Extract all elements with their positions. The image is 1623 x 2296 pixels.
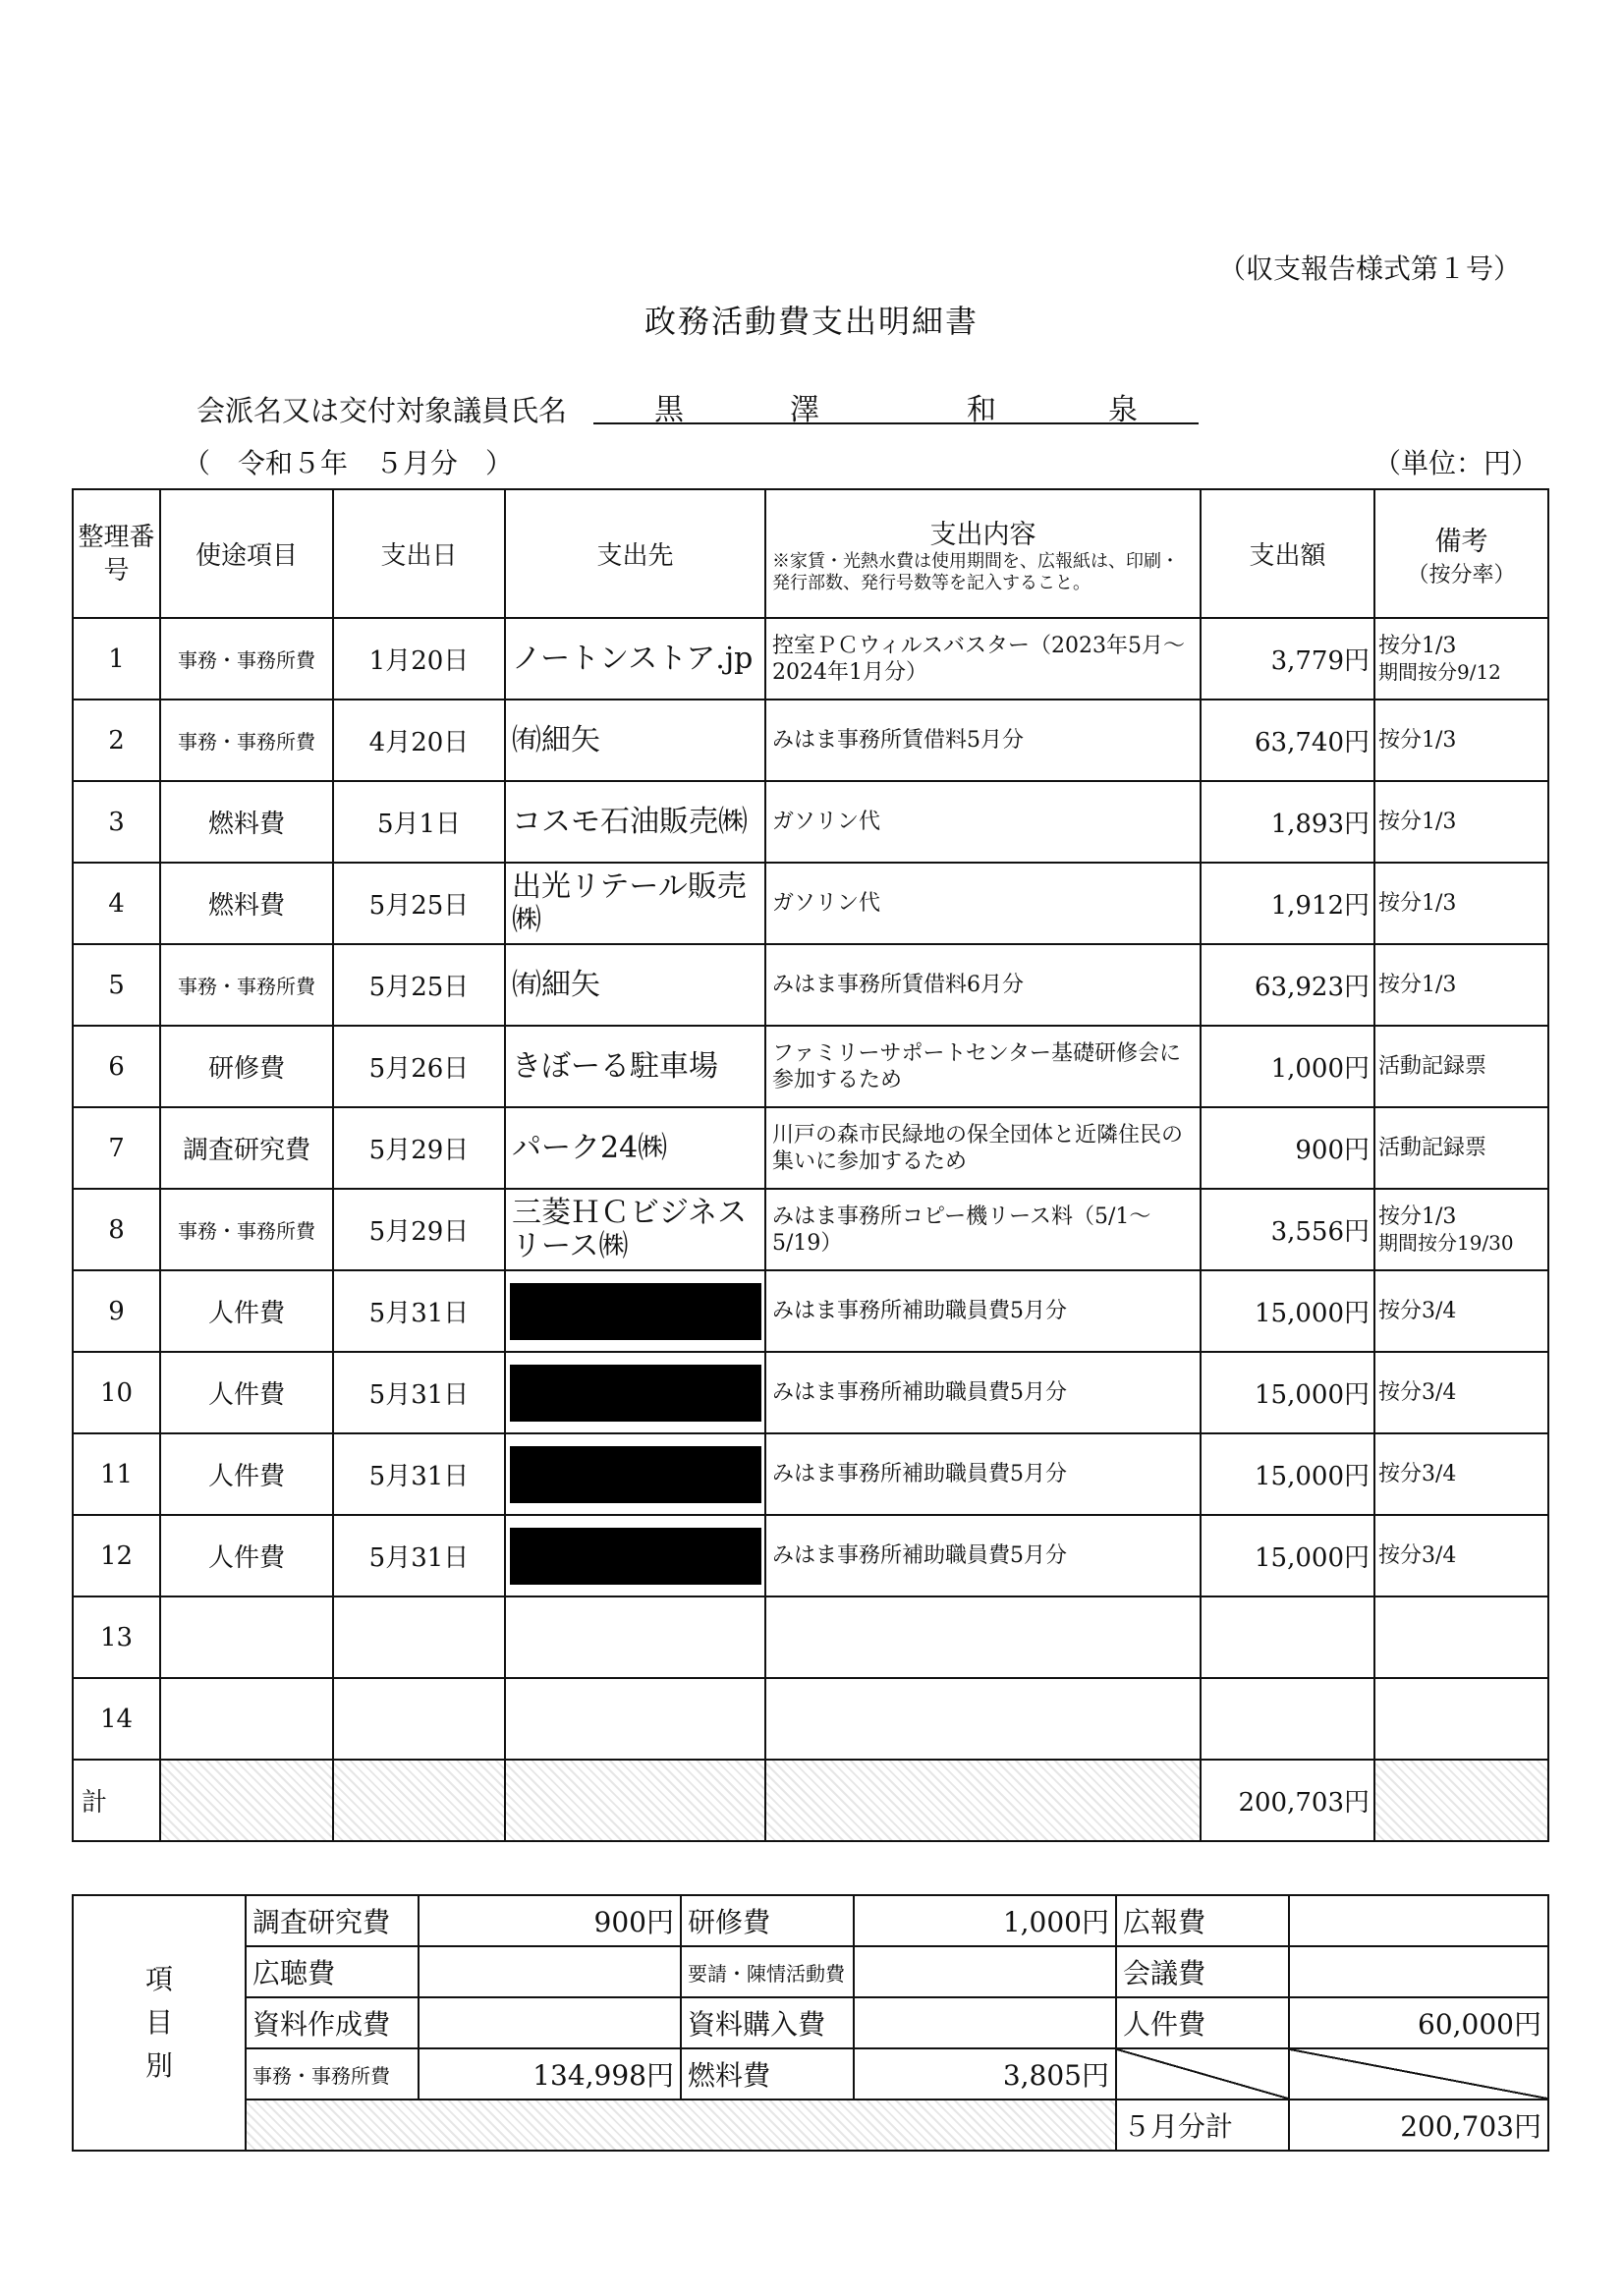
row-content (765, 1596, 1201, 1678)
row-date: 5月31日 (333, 1352, 505, 1433)
row-payee: ノートンストア.jp (505, 618, 765, 700)
report-period: （ 令和５年 ５月分 ） (183, 447, 514, 479)
row-amount: 900円 (1201, 1107, 1374, 1189)
summary-hearing-label: 広聴費 (246, 1946, 419, 1997)
row-remarks-line: 按分1/3 (1378, 1204, 1457, 1229)
row-amount: 63,923円 (1201, 944, 1374, 1026)
row-no: 8 (73, 1189, 160, 1270)
unit-label: （単位：円） (1373, 447, 1539, 479)
summary-personnel-label: 人件費 (1116, 1997, 1289, 2048)
row-content: みはま事務所賃借料5月分 (765, 700, 1201, 781)
row-no: 7 (73, 1107, 160, 1189)
total-label: 計 (73, 1760, 160, 1841)
row-remarks-line: 按分1/3 (1378, 633, 1457, 658)
summary-meeting-value (1289, 1946, 1548, 1997)
row-purpose (160, 1678, 333, 1760)
page-title: 政務活動費支出明細書 (644, 303, 979, 340)
row-remarks-line: 期間按分9/12 (1378, 659, 1501, 684)
row-amount: 15,000円 (1201, 1352, 1374, 1433)
summary-docs-make-value (419, 1997, 681, 2048)
row-payee (505, 1678, 765, 1760)
row-remarks (1374, 1270, 1548, 1352)
row-remarks (1374, 1352, 1548, 1433)
row-date: 5月31日 (333, 1433, 505, 1515)
summary-office-label: 事務・事務所費 (246, 2048, 419, 2100)
row-remarks (1374, 863, 1548, 944)
row-amount: 63,740円 (1201, 700, 1374, 781)
header-remarks (1374, 489, 1548, 618)
row-purpose: 事務・事務所費 (160, 944, 333, 1026)
row-date: 5月1日 (333, 781, 505, 863)
row-amount (1201, 1678, 1374, 1760)
table-row (73, 781, 1548, 863)
table-row (73, 863, 1548, 944)
row-remarks-line: 按分1/3 (1378, 809, 1457, 834)
header-purpose: 使途項目 (160, 489, 333, 618)
row-no: 13 (73, 1596, 160, 1678)
summary-petition-label: 要請・陳情活動費 (681, 1946, 854, 1997)
row-remarks-line: 按分3/4 (1378, 1379, 1457, 1405)
row-amount: 15,000円 (1201, 1515, 1374, 1596)
row-amount: 15,000円 (1201, 1270, 1374, 1352)
summary-table (72, 1894, 1549, 2152)
row-content: みはま事務所コピー機リース料（5/1～5/19） (765, 1189, 1201, 1270)
row-purpose (160, 1596, 333, 1678)
row-remarks-line: 按分1/3 (1378, 972, 1457, 997)
row-content: みはま事務所補助職員費5月分 (765, 1270, 1201, 1352)
row-payee: ㈲細矢 (505, 944, 765, 1026)
row-date (333, 1596, 505, 1678)
summary-month-total-value: 200,703円 (1289, 2100, 1548, 2151)
table-row (73, 618, 1548, 700)
row-no: 2 (73, 700, 160, 781)
summary-side-label (73, 1895, 246, 2151)
summary-research-label: 調査研究費 (246, 1895, 419, 1946)
row-purpose: 研修費 (160, 1026, 333, 1107)
summary-month-total-label: ５月分計 (1116, 2100, 1289, 2151)
row-content: ガソリン代 (765, 781, 1201, 863)
summary-diagonal-cell (1116, 2048, 1289, 2100)
row-content: ファミリーサポートセンター基礎研修会に参加するため (765, 1026, 1201, 1107)
table-row (73, 1270, 1548, 1352)
redacted-block (510, 1528, 761, 1585)
row-content: 川戸の森市民緑地の保全団体と近隣住民の集いに参加するため (765, 1107, 1201, 1189)
summary-office-value: 134,998円 (419, 2048, 681, 2100)
row-date: 5月25日 (333, 863, 505, 944)
row-purpose: 人件費 (160, 1270, 333, 1352)
header-no: 整理番号 (73, 489, 160, 618)
table-row (73, 944, 1548, 1026)
table-row (73, 1678, 1548, 1760)
row-date (333, 1678, 505, 1760)
row-amount: 1,000円 (1201, 1026, 1374, 1107)
row-no: 12 (73, 1515, 160, 1596)
row-remarks-line: 按分3/4 (1378, 1298, 1457, 1323)
row-amount: 3,556円 (1201, 1189, 1374, 1270)
row-no: 1 (73, 618, 160, 700)
row-purpose: 事務・事務所費 (160, 700, 333, 781)
row-payee: パーク24㈱ (505, 1107, 765, 1189)
form-number: （収支報告様式第１号） (1218, 252, 1522, 285)
row-purpose: 燃料費 (160, 781, 333, 863)
row-no: 5 (73, 944, 160, 1026)
summary-research-value: 900円 (419, 1895, 681, 1946)
total-empty-cell (160, 1760, 333, 1841)
row-purpose: 調査研究費 (160, 1107, 333, 1189)
row-remarks (1374, 1026, 1548, 1107)
row-remarks (1374, 944, 1548, 1026)
row-payee (505, 1270, 765, 1352)
row-purpose: 燃料費 (160, 863, 333, 944)
row-payee (505, 1515, 765, 1596)
row-no: 11 (73, 1433, 160, 1515)
row-no: 4 (73, 863, 160, 944)
table-row (73, 1107, 1548, 1189)
row-no: 9 (73, 1270, 160, 1352)
row-remarks-line: 按分1/3 (1378, 890, 1457, 916)
summary-side-text: 項目別 (144, 1963, 173, 2082)
row-remarks (1374, 1515, 1548, 1596)
header-date: 支出日 (333, 489, 505, 618)
summary-docs-buy-label: 資料購入費 (681, 1997, 854, 2048)
member-name-char: 泉 (1108, 393, 1138, 427)
summary-meeting-label: 会議費 (1116, 1946, 1289, 1997)
row-date: 5月29日 (333, 1107, 505, 1189)
table-row (73, 1596, 1548, 1678)
row-remarks (1374, 1189, 1548, 1270)
row-remarks (1374, 1107, 1548, 1189)
summary-fuel-value: 3,805円 (854, 2048, 1116, 2100)
row-remarks-line: 期間按分19/30 (1378, 1230, 1514, 1255)
table-row (73, 1189, 1548, 1270)
summary-training-value: 1,000円 (854, 1895, 1116, 1946)
row-purpose: 事務・事務所費 (160, 618, 333, 700)
header-content-title: 支出内容 (929, 520, 1036, 550)
total-empty-cell (1374, 1760, 1548, 1841)
row-payee: きぼーる駐車場 (505, 1026, 765, 1107)
row-date: 5月26日 (333, 1026, 505, 1107)
summary-fuel-label: 燃料費 (681, 2048, 854, 2100)
summary-docs-make-label: 資料作成費 (246, 1997, 419, 2048)
summary-docs-buy-value (854, 1997, 1116, 2048)
row-content: みはま事務所補助職員費5月分 (765, 1352, 1201, 1433)
row-content: みはま事務所補助職員費5月分 (765, 1515, 1201, 1596)
summary-petition-value (854, 1946, 1116, 1997)
member-name-char: 澤 (790, 393, 819, 427)
row-remarks (1374, 1596, 1548, 1678)
table-row (73, 1026, 1548, 1107)
row-no: 3 (73, 781, 160, 863)
summary-diagonal-cell (1289, 2048, 1548, 2100)
row-remarks (1374, 781, 1548, 863)
row-content (765, 1678, 1201, 1760)
table-row (73, 700, 1548, 781)
table-row (73, 1352, 1548, 1433)
row-content: 控室ＰＣウィルスバスター（2023年5月～2024年1月分） (765, 618, 1201, 700)
total-empty-cell (333, 1760, 505, 1841)
row-purpose: 人件費 (160, 1515, 333, 1596)
redacted-block (510, 1283, 761, 1340)
summary-training-label: 研修費 (681, 1895, 854, 1946)
row-remarks-line: 按分3/4 (1378, 1461, 1457, 1486)
header-payee: 支出先 (505, 489, 765, 618)
row-remarks (1374, 1433, 1548, 1515)
row-date: 5月25日 (333, 944, 505, 1026)
row-date: 4月20日 (333, 700, 505, 781)
row-remarks-line: 按分3/4 (1378, 1542, 1457, 1568)
row-remarks-line: 活動記録票 (1378, 1135, 1487, 1160)
header-remarks-sub: （按分率） (1407, 562, 1516, 588)
redacted-block (510, 1365, 761, 1422)
redacted-block (510, 1446, 761, 1503)
row-remarks (1374, 700, 1548, 781)
expense-table (72, 488, 1549, 1842)
row-remarks-line: 按分1/3 (1378, 727, 1457, 753)
row-remarks (1374, 618, 1548, 700)
row-payee (505, 1596, 765, 1678)
summary-pr-value (1289, 1895, 1548, 1946)
header-remarks-title: 備考 (1434, 526, 1488, 557)
summary-hearing-value (419, 1946, 681, 1997)
row-amount (1201, 1596, 1374, 1678)
header-content-note: ※家賃・光熱水費は使用期間を、広報紙は、印刷・発行部数、発行号数等を記入すること。 (772, 551, 1179, 593)
member-name-char: 黒 (654, 393, 684, 427)
row-no: 10 (73, 1352, 160, 1433)
row-date: 5月31日 (333, 1515, 505, 1596)
total-empty-cell (765, 1760, 1201, 1841)
row-content: みはま事務所補助職員費5月分 (765, 1433, 1201, 1515)
row-no: 14 (73, 1678, 160, 1760)
total-row (73, 1760, 1548, 1841)
row-payee: コスモ石油販売㈱ (505, 781, 765, 863)
summary-personnel-value: 60,000円 (1289, 1997, 1548, 2048)
summary-pr-label: 広報費 (1116, 1895, 1289, 1946)
row-content: みはま事務所賃借料6月分 (765, 944, 1201, 1026)
row-content: ガソリン代 (765, 863, 1201, 944)
row-payee (505, 1433, 765, 1515)
row-date: 5月29日 (333, 1189, 505, 1270)
row-date: 1月20日 (333, 618, 505, 700)
table-row (73, 1515, 1548, 1596)
row-amount: 1,912円 (1201, 863, 1374, 944)
row-payee (505, 1352, 765, 1433)
row-purpose: 事務・事務所費 (160, 1189, 333, 1270)
row-no: 6 (73, 1026, 160, 1107)
row-amount: 15,000円 (1201, 1433, 1374, 1515)
total-amount: 200,703円 (1201, 1760, 1374, 1841)
row-amount: 1,893円 (1201, 781, 1374, 863)
row-amount: 3,779円 (1201, 618, 1374, 700)
member-label: 会派名又は交付対象議員氏名 (196, 394, 568, 427)
row-remarks-line: 活動記録票 (1378, 1053, 1487, 1079)
header-amount: 支出額 (1201, 489, 1374, 618)
total-empty-cell (505, 1760, 765, 1841)
row-payee: ㈲細矢 (505, 700, 765, 781)
row-payee: 三菱ＨＣビジネスリース㈱ (505, 1189, 765, 1270)
table-row (73, 1433, 1548, 1515)
row-purpose: 人件費 (160, 1352, 333, 1433)
header-content (765, 489, 1201, 618)
row-payee: 出光リテール販売㈱ (505, 863, 765, 944)
summary-empty-cell (246, 2100, 1116, 2151)
row-date: 5月31日 (333, 1270, 505, 1352)
row-remarks (1374, 1678, 1548, 1760)
row-purpose: 人件費 (160, 1433, 333, 1515)
table-header-row (73, 489, 1548, 618)
member-name-char: 和 (967, 393, 996, 427)
